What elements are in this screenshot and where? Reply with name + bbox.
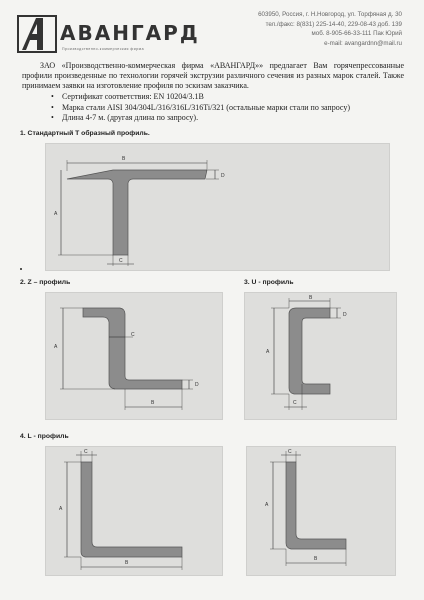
u-label-a: A	[266, 349, 270, 355]
contact-mobile: моб. 8-905-66-33-111 Пак Юрий	[311, 30, 402, 37]
spec-steel-grade: • Марка стали AISI 304/304L/316/316L/316Ti/321 (остальные марки стали по запросу)	[62, 103, 402, 113]
stray-dot	[20, 268, 22, 270]
l-label-c: C	[84, 449, 88, 455]
l2-label-c: C	[288, 449, 292, 455]
l2-label-b: B	[314, 556, 318, 562]
u-label-b: B	[309, 295, 313, 301]
l-profile-title: 4. L - профиль	[20, 433, 69, 440]
company-contacts	[232, 10, 402, 48]
z-label-d: D	[195, 382, 199, 388]
z-profile-title: 2. Z – профиль	[20, 279, 71, 286]
brand-tagline: Производственно-коммерческая фирма	[62, 47, 145, 51]
t-label-d: D	[221, 173, 225, 179]
l-label-a: A	[59, 506, 63, 512]
t-label-b: B	[122, 156, 126, 162]
spec-length: • Длина 4-7 м. (другая длина по запросу).	[62, 113, 402, 123]
l2-label-a: A	[265, 502, 269, 508]
z-label-a: A	[54, 344, 58, 350]
t-profile-drawing	[45, 143, 390, 271]
u-label-c: C	[293, 400, 297, 406]
spec-certificate: • Сертификат соответствия: EN 10204/3.1В	[62, 92, 402, 102]
u-profile-drawing	[244, 292, 397, 420]
z-label-b: B	[151, 400, 155, 406]
t-profile-title: 1. Стандартный Т образный профиль.	[20, 130, 150, 137]
contact-address: 603950, Россия, г. Н.Новгород, ул. Торфяная д. 30	[258, 11, 402, 18]
l-profile-drawing-2	[246, 446, 396, 576]
l-profile-drawing	[45, 446, 223, 576]
spec-list	[62, 92, 402, 124]
z-label-c: C	[131, 332, 135, 338]
contact-phone: тел./факс: 8(831) 225-14-40, 229-08-43 доб. 139	[265, 20, 402, 28]
t-label-a: A	[54, 211, 58, 217]
u-profile-title: 3. U - профиль	[244, 279, 294, 286]
brand-word: АВАНГАРД	[60, 21, 200, 45]
logo-mark-icon	[16, 12, 60, 56]
intro-text: ЗАО «Производственно-коммерческая фирма «АВАНГАРД»» предлагает Вам горячепрессованные профили произведенные по технологии горячей экструзии различного сечения из разных марок сталей. Также принимаем заявки на изготовление профиля по эскизам заказчика.	[22, 61, 404, 90]
company-logo	[16, 12, 216, 56]
u-label-d: D	[343, 312, 347, 318]
l-label-b: B	[125, 560, 129, 566]
z-profile-drawing	[45, 292, 223, 420]
t-label-c: C	[119, 258, 123, 264]
contact-email: e-mail: avangardnn@mail.ru	[324, 39, 402, 47]
intro-paragraph	[22, 61, 404, 91]
